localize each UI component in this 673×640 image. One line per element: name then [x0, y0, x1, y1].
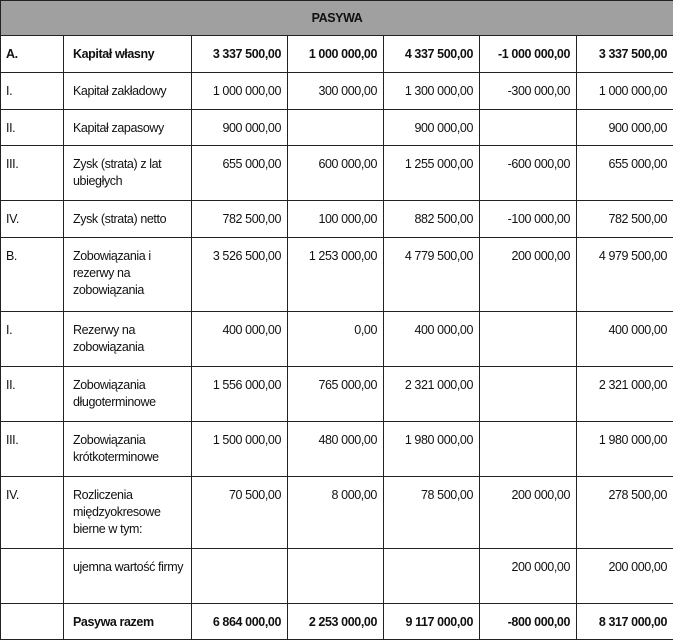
row-code: [1, 549, 64, 604]
value-cell: -800 000,00: [480, 604, 577, 640]
table-row: [1, 422, 673, 477]
row-code: IV.: [1, 477, 64, 549]
value-cell: 4 979 500,00: [577, 238, 673, 312]
value-cell: 8 317 000,00: [577, 604, 673, 640]
value-cell: -600 000,00: [480, 146, 577, 201]
table-row: [1, 367, 673, 422]
row-code: II.: [1, 110, 64, 146]
value-cell: 882 500,00: [384, 201, 480, 238]
table-header-row: [1, 1, 673, 36]
value-cell: [192, 549, 288, 604]
value-cell: 78 500,00: [384, 477, 480, 549]
row-code: III.: [1, 146, 64, 201]
value-cell: 900 000,00: [384, 110, 480, 146]
value-cell: 1 000 000,00: [288, 36, 384, 73]
value-cell: 1 000 000,00: [577, 73, 673, 110]
row-code: I.: [1, 73, 64, 110]
row-label: Zobowiązania krótkoterminowe: [64, 422, 192, 477]
value-cell: 655 000,00: [577, 146, 673, 201]
value-cell: 70 500,00: [192, 477, 288, 549]
value-cell: 200 000,00: [480, 238, 577, 312]
value-cell: 300 000,00: [288, 73, 384, 110]
row-code: III.: [1, 422, 64, 477]
value-cell: 900 000,00: [192, 110, 288, 146]
table-row: [1, 201, 673, 238]
value-cell: [480, 110, 577, 146]
row-label: Zysk (strata) netto: [64, 201, 192, 238]
value-cell: 4 779 500,00: [384, 238, 480, 312]
value-cell: 2 253 000,00: [288, 604, 384, 640]
row-code: A.: [1, 36, 64, 73]
row-code: I.: [1, 312, 64, 367]
value-cell: 200 000,00: [480, 477, 577, 549]
row-label: ujemna wartość firmy: [64, 549, 192, 604]
value-cell: 900 000,00: [577, 110, 673, 146]
value-cell: 480 000,00: [288, 422, 384, 477]
row-label: Kapitał własny: [64, 36, 192, 73]
row-label: Zobowiązania długoterminowe: [64, 367, 192, 422]
table-row: [1, 477, 673, 549]
value-cell: 1 253 000,00: [288, 238, 384, 312]
value-cell: 2 321 000,00: [384, 367, 480, 422]
value-cell: 1 980 000,00: [577, 422, 673, 477]
table-row-total: [1, 604, 673, 640]
value-cell: 1 255 000,00: [384, 146, 480, 201]
row-code: II.: [1, 367, 64, 422]
row-label: Zysk (strata) z lat ubiegłych: [64, 146, 192, 201]
value-cell: 400 000,00: [384, 312, 480, 367]
value-cell: [288, 110, 384, 146]
value-cell: 9 117 000,00: [384, 604, 480, 640]
row-label: Zobowiązania i rezerwy na zobowiązania: [64, 238, 192, 312]
table-row: [1, 73, 673, 110]
value-cell: 400 000,00: [577, 312, 673, 367]
value-cell: 1 980 000,00: [384, 422, 480, 477]
value-cell: 782 500,00: [577, 201, 673, 238]
value-cell: 1 500 000,00: [192, 422, 288, 477]
value-cell: 2 321 000,00: [577, 367, 673, 422]
table-row: [1, 146, 673, 201]
value-cell: 100 000,00: [288, 201, 384, 238]
row-code: IV.: [1, 201, 64, 238]
value-cell: -100 000,00: [480, 201, 577, 238]
value-cell: 400 000,00: [192, 312, 288, 367]
value-cell: -300 000,00: [480, 73, 577, 110]
row-label: Rozliczenia międzyokresowe bierne w tym:: [64, 477, 192, 549]
table-row: [1, 549, 673, 604]
value-cell: [480, 312, 577, 367]
table-header: PASYWA: [1, 1, 673, 36]
value-cell: 4 337 500,00: [384, 36, 480, 73]
value-cell: 200 000,00: [480, 549, 577, 604]
table-row: [1, 238, 673, 312]
value-cell: 3 337 500,00: [577, 36, 673, 73]
value-cell: 278 500,00: [577, 477, 673, 549]
row-code: [1, 604, 64, 640]
value-cell: [480, 367, 577, 422]
row-label: Kapitał zakładowy: [64, 73, 192, 110]
value-cell: 0,00: [288, 312, 384, 367]
value-cell: 600 000,00: [288, 146, 384, 201]
value-cell: 6 864 000,00: [192, 604, 288, 640]
table-row: [1, 110, 673, 146]
value-cell: 8 000,00: [288, 477, 384, 549]
row-label: Kapitał zapasowy: [64, 110, 192, 146]
row-label: Rezerwy na zobowiązania: [64, 312, 192, 367]
table-row: [1, 36, 673, 73]
value-cell: 1 300 000,00: [384, 73, 480, 110]
value-cell: 3 337 500,00: [192, 36, 288, 73]
value-cell: 200 000,00: [577, 549, 673, 604]
value-cell: [480, 422, 577, 477]
value-cell: 782 500,00: [192, 201, 288, 238]
row-label: Pasywa razem: [64, 604, 192, 640]
value-cell: [288, 549, 384, 604]
value-cell: [384, 549, 480, 604]
value-cell: 3 526 500,00: [192, 238, 288, 312]
value-cell: -1 000 000,00: [480, 36, 577, 73]
value-cell: 1 556 000,00: [192, 367, 288, 422]
value-cell: 1 000 000,00: [192, 73, 288, 110]
row-code: B.: [1, 238, 64, 312]
table-row: [1, 312, 673, 367]
value-cell: 765 000,00: [288, 367, 384, 422]
value-cell: 655 000,00: [192, 146, 288, 201]
